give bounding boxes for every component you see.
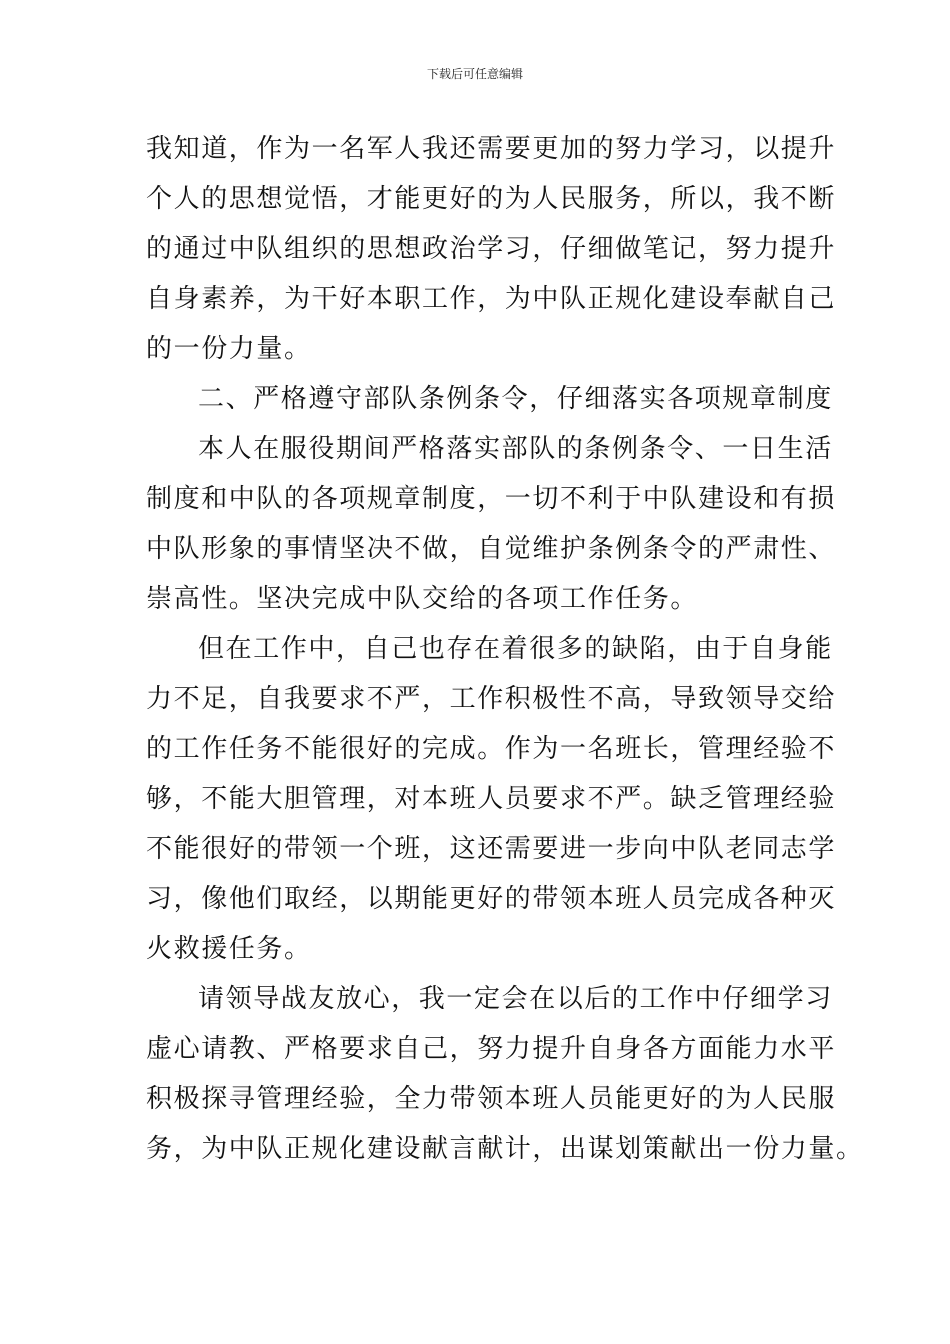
text-line: 的通过中队组织的思想政治学习，仔细做笔记，努力提升 bbox=[146, 234, 837, 264]
text-line: 习，像他们取经，以期能更好的带领本班人员完成各种灭 bbox=[146, 884, 837, 914]
text-line: 火救援任务。 bbox=[146, 934, 312, 964]
text-line: 中队形象的事情坚决不做，自觉维护条例条令的严肃性、 bbox=[146, 534, 837, 564]
text-line: 够，不能大胆管理，对本班人员要求不严。缺乏管理经验 bbox=[146, 784, 837, 814]
text-line: 个人的思想觉悟，才能更好的为人民服务，所以，我不断 bbox=[146, 184, 837, 214]
text-line: 务，为中队正规化建设献言献计，出谋划策献出一份力量。 bbox=[146, 1134, 864, 1164]
text-line: 我知道，作为一名军人我还需要更加的努力学习，以提升 bbox=[146, 134, 837, 164]
document-body bbox=[146, 124, 864, 1174]
text-line: 的一份力量。 bbox=[146, 334, 312, 364]
text-line: 崇高性。坚决完成中队交给的各项工作任务。 bbox=[146, 584, 699, 614]
text-line: 本人在服役期间严格落实部队的条例条令、一日生活 bbox=[198, 434, 833, 464]
section-heading: 二、严格遵守部队条例条令，仔细落实各项规章制度 bbox=[198, 384, 833, 414]
text-line: 虚心请教、严格要求自己，努力提升自身各方面能力水平 bbox=[146, 1034, 837, 1064]
text-line: 积极探寻管理经验，全力带领本班人员能更好的为人民服 bbox=[146, 1084, 837, 1114]
text-line: 制度和中队的各项规章制度，一切不利于中队建设和有损 bbox=[146, 484, 837, 514]
text-line: 力不足，自我要求不严，工作积极性不高，导致领导交给 bbox=[146, 684, 837, 714]
text-line: 自身素养，为干好本职工作，为中队正规化建设奉献自己 bbox=[146, 284, 837, 314]
text-line: 但在工作中，自己也存在着很多的缺陷，由于自身能 bbox=[198, 634, 833, 664]
text-line: 请领导战友放心，我一定会在以后的工作中仔细学习 bbox=[198, 984, 833, 1014]
page-header: 下载后可任意编辑 bbox=[426, 67, 523, 81]
text-line: 不能很好的带领一个班，这还需要进一步向中队老同志学 bbox=[146, 834, 837, 864]
text-line: 的工作任务不能很好的完成。作为一名班长，管理经验不 bbox=[146, 734, 837, 764]
